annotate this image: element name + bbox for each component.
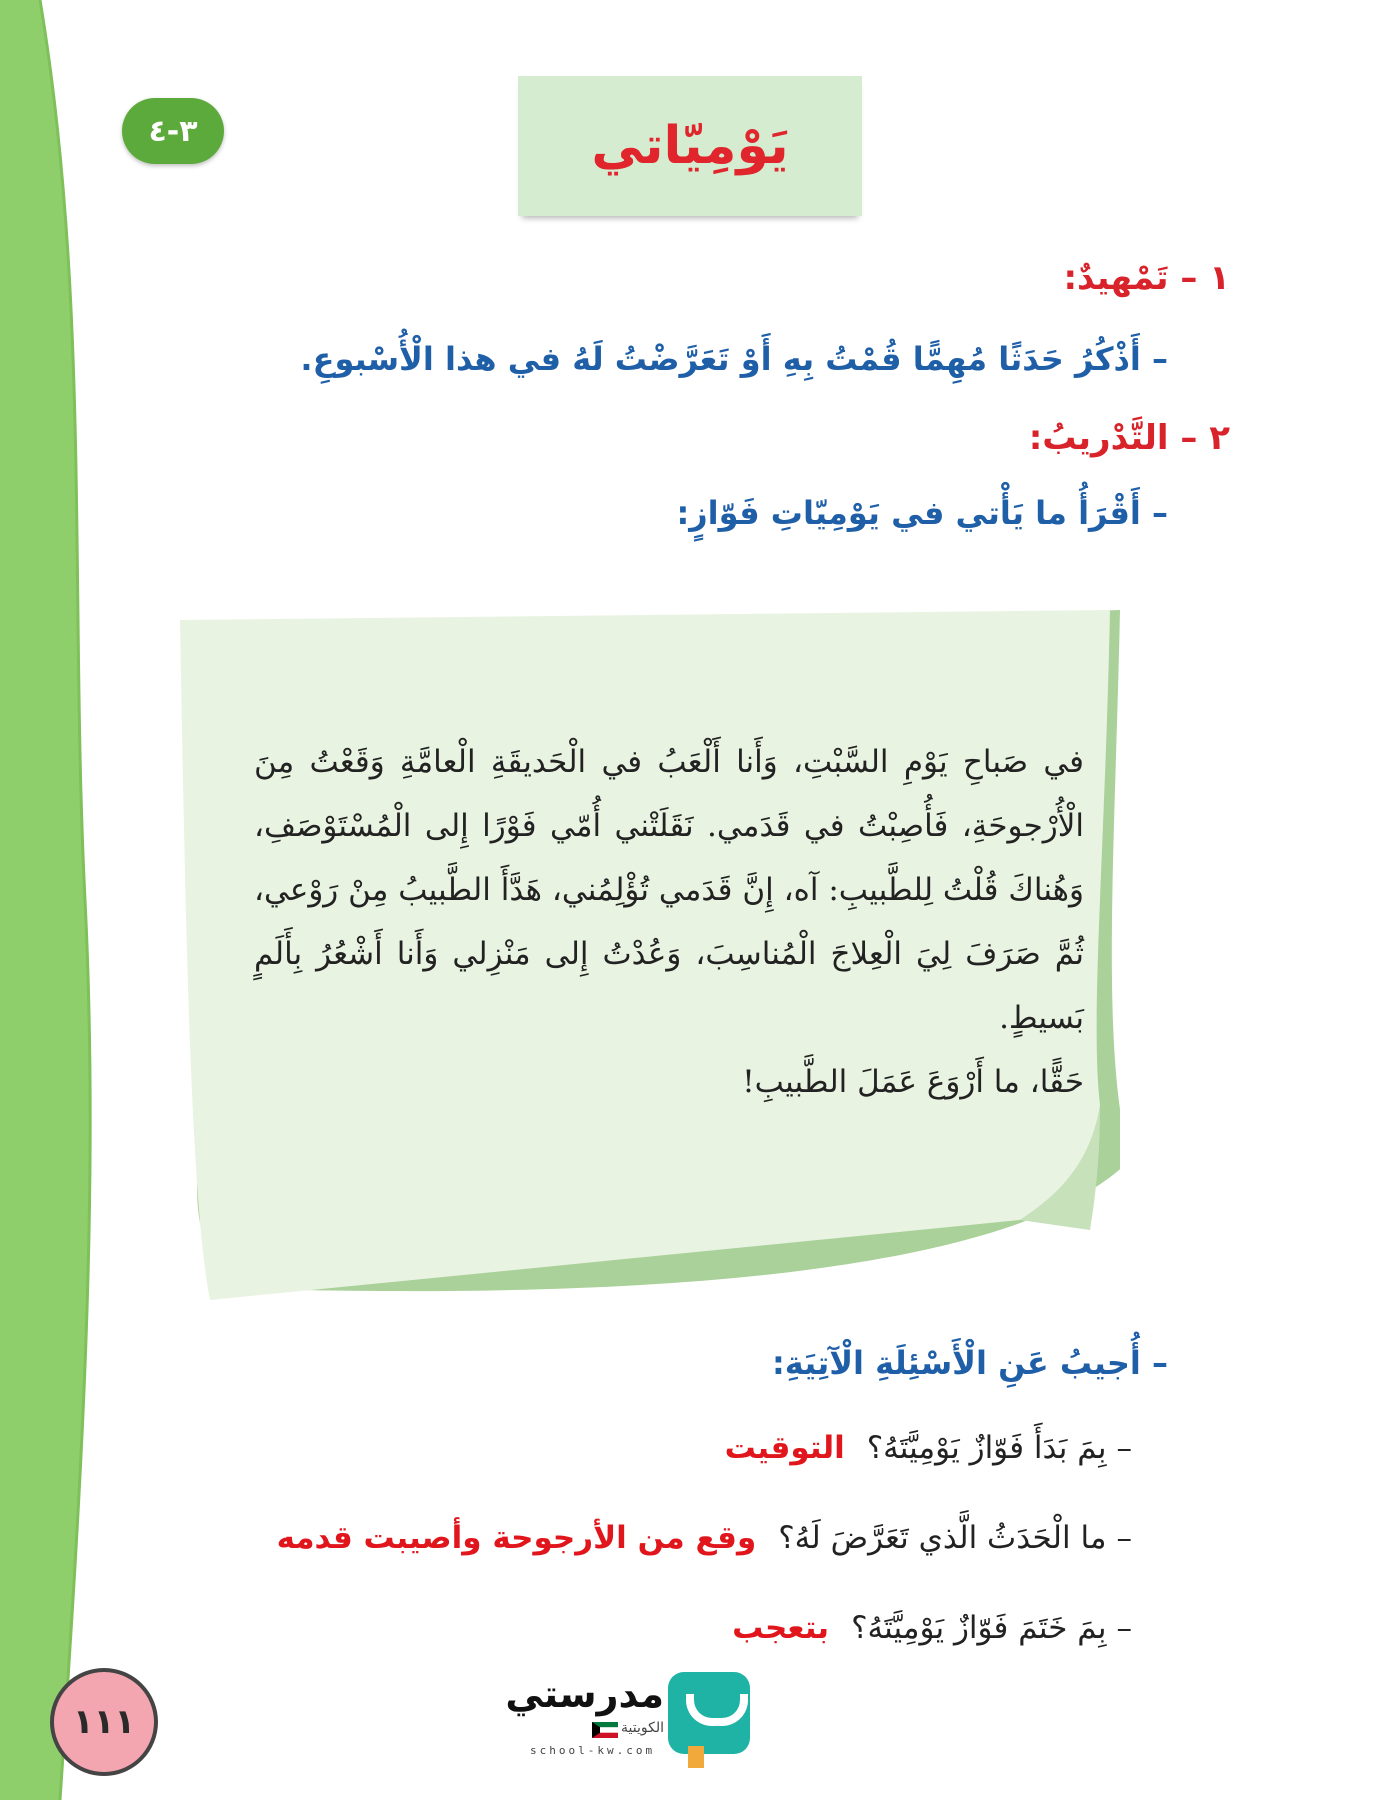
section-2-heading: ٢ – التَّدْريبُ: (1028, 418, 1230, 458)
dash-bullet: – (1116, 1520, 1132, 1556)
answer-text: التوقيت (724, 1430, 845, 1466)
section-1-prompt: – أَذْكُرُ حَدَثًا مُهِمًّا قُمْتُ بِهِ أَوْ تَعَرَّضْتُ لَهُ في هذا الْأُسْبوعِ. (300, 340, 1168, 378)
question-text: بِمَ خَتَمَ فَوّازٌ يَوْمِيَّتَهُ؟ (851, 1610, 1107, 1646)
question-text: ما الْحَدَثُ الَّذي تَعَرَّضَ لَهُ؟ (778, 1520, 1107, 1556)
dash-bullet: – (1116, 1610, 1132, 1646)
diary-paragraph: في صَباحِ يَوْمِ السَّبْتِ، وَأَنا أَلْعَبُ في الْحَديقَةِ الْعامَّةِ وَقَعْتُ مِنَ الْأُرْجوحَةِ، فَأُصِبْتُ في قَدَمي. نَقَلَتْني أُمّي فَوْرًا إِلى الْمُسْتَوْصَفِ، وَهُناكَ قُلْتُ لِلطَّبيبِ: آه، إِنَّ قَدَمي تُؤْلِمُني، هَدَّأَ الطَّبيبُ مِنْ رَوْعي، ثُمَّ صَرَفَ لِيَ الْعِلاجَ الْمُناسِبَ، وَعُدْتُ إِلى مَنْزِلي وَأَنا أَشْعُرُ بِأَلَمٍ بَسيطٍ. (254, 744, 1084, 1036)
question-text: بِمَ بَدَأَ فَوّازٌ يَوْمِيَّتَهُ؟ (866, 1430, 1107, 1466)
answer-text: وقع من الأرجوحة وأصيبت قدمه (276, 1520, 757, 1556)
page-title: يَوْمِيّاتي (591, 116, 789, 176)
lesson-number-badge: ٣-٤ (122, 98, 224, 164)
question-row-2 (277, 1520, 1132, 1556)
page-number-badge: ١١١ (50, 1668, 158, 1776)
answer-text: بتعجب (732, 1610, 830, 1646)
logo-name: مدرستي (505, 1672, 664, 1716)
diary-closing: حَقًّا، ما أَرْوَعَ عَمَلَ الطَّبيبِ! (742, 1064, 1084, 1100)
diary-text (254, 730, 1084, 1114)
logo-subtitle: الكويتية (621, 1720, 664, 1736)
logo-icon (668, 1672, 750, 1754)
left-green-band (0, 0, 150, 1800)
kuwait-flag-icon (592, 1722, 618, 1738)
section-2-prompt: – أَقْرَأُ ما يَأْتي في يَوْمِيّاتِ فَوّازٍ: (676, 494, 1168, 532)
logo-url: school-kw.com (530, 1744, 656, 1757)
question-row-1 (725, 1430, 1132, 1466)
site-logo (505, 1672, 760, 1768)
section-1-heading: ١ – تَمْهيدٌ: (1063, 258, 1230, 298)
title-banner (518, 76, 862, 216)
dash-bullet: – (1116, 1430, 1132, 1466)
questions-intro: – أُجيبُ عَنِ الْأَسْئِلَةِ الْآتِيَةِ: (771, 1344, 1168, 1382)
question-row-3 (732, 1610, 1132, 1646)
